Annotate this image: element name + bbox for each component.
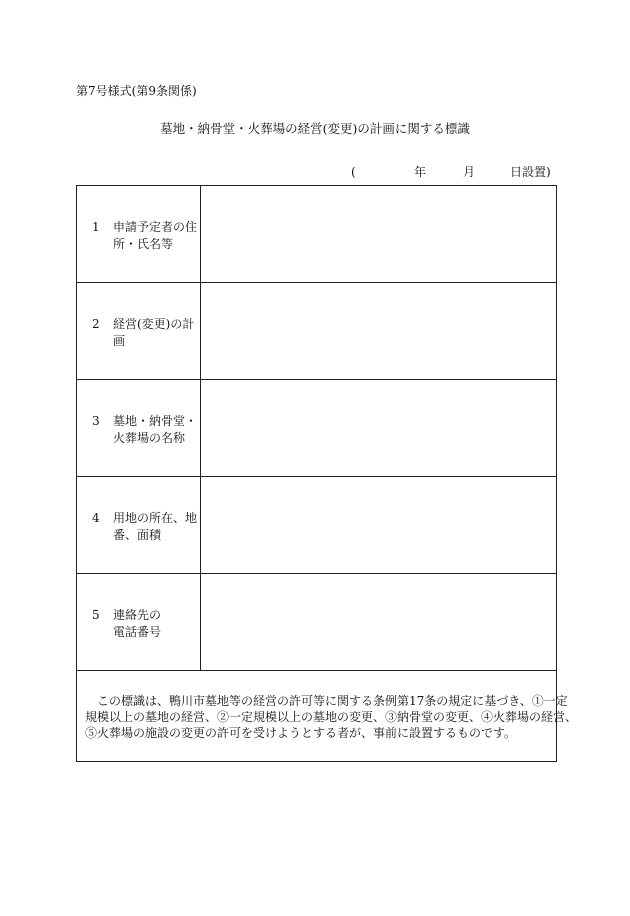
form-row-facility-name [77,380,556,477]
row-label-line-2: 画 [113,334,126,348]
row-number: 1 [92,220,100,234]
form-row-location [77,477,556,574]
form-row-plan [77,283,556,380]
row-number: 4 [92,511,100,525]
plan-value-cell[interactable] [201,283,556,379]
location-value-cell[interactable] [201,477,556,573]
note-line: 規模以上の墓地の経営、②一定規模以上の墓地の変更、③納骨堂の変更、④火葬場の経営、 [85,710,578,724]
installation-date-line [0,165,630,179]
row-label-cell [77,380,201,476]
row-label-line-1: 用地の所在、地 [113,511,198,525]
note-line: ⑤火葬場の施設の変更の許可を受けようとする者が、事前に設置するものです。 [85,726,517,740]
row-label-line-2: 火葬場の名称 [113,431,186,445]
date-open-paren: ( [351,165,356,179]
date-day-installed-label: 日設置) [510,165,551,179]
row-label-line-1: 申請予定者の住 [113,220,198,234]
row-number: 5 [92,608,100,622]
document-title: 墓地・納骨堂・火葬場の経営(変更)の計画に関する標識 [160,121,470,136]
sign-form-table [76,185,578,762]
applicant-value-cell[interactable] [201,186,556,282]
row-label-cell [77,283,201,379]
row-label-cell [77,477,201,573]
date-month-label: 月 [463,165,476,179]
form-row-phone [77,574,556,671]
row-label-line-2: 所・氏名等 [113,237,174,251]
phone-value-cell[interactable] [201,574,556,670]
row-label-cell [77,574,201,670]
row-label-cell [77,186,201,282]
form-row-applicant [77,186,556,283]
row-label-line-2: 電話番号 [113,625,162,639]
row-label-line-2: 番、面積 [113,528,162,542]
row-label-line-1: 墓地・納骨堂・ [113,414,198,428]
facility-name-value-cell[interactable] [201,380,556,476]
explanatory-note [85,693,578,741]
row-number: 3 [92,414,100,428]
row-number: 2 [92,317,100,331]
row-label-line-1: 連絡先の [113,608,162,622]
row-label-line-1: 経営(変更)の計 [113,317,195,331]
note-line: この標識は、鴨川市墓地等の経営の許可等に関する条例第17条の規定に基づき、①一定 [97,694,568,708]
date-year-label: 年 [414,165,427,179]
form-number: 第7号様式(第9条関係) [76,84,197,98]
